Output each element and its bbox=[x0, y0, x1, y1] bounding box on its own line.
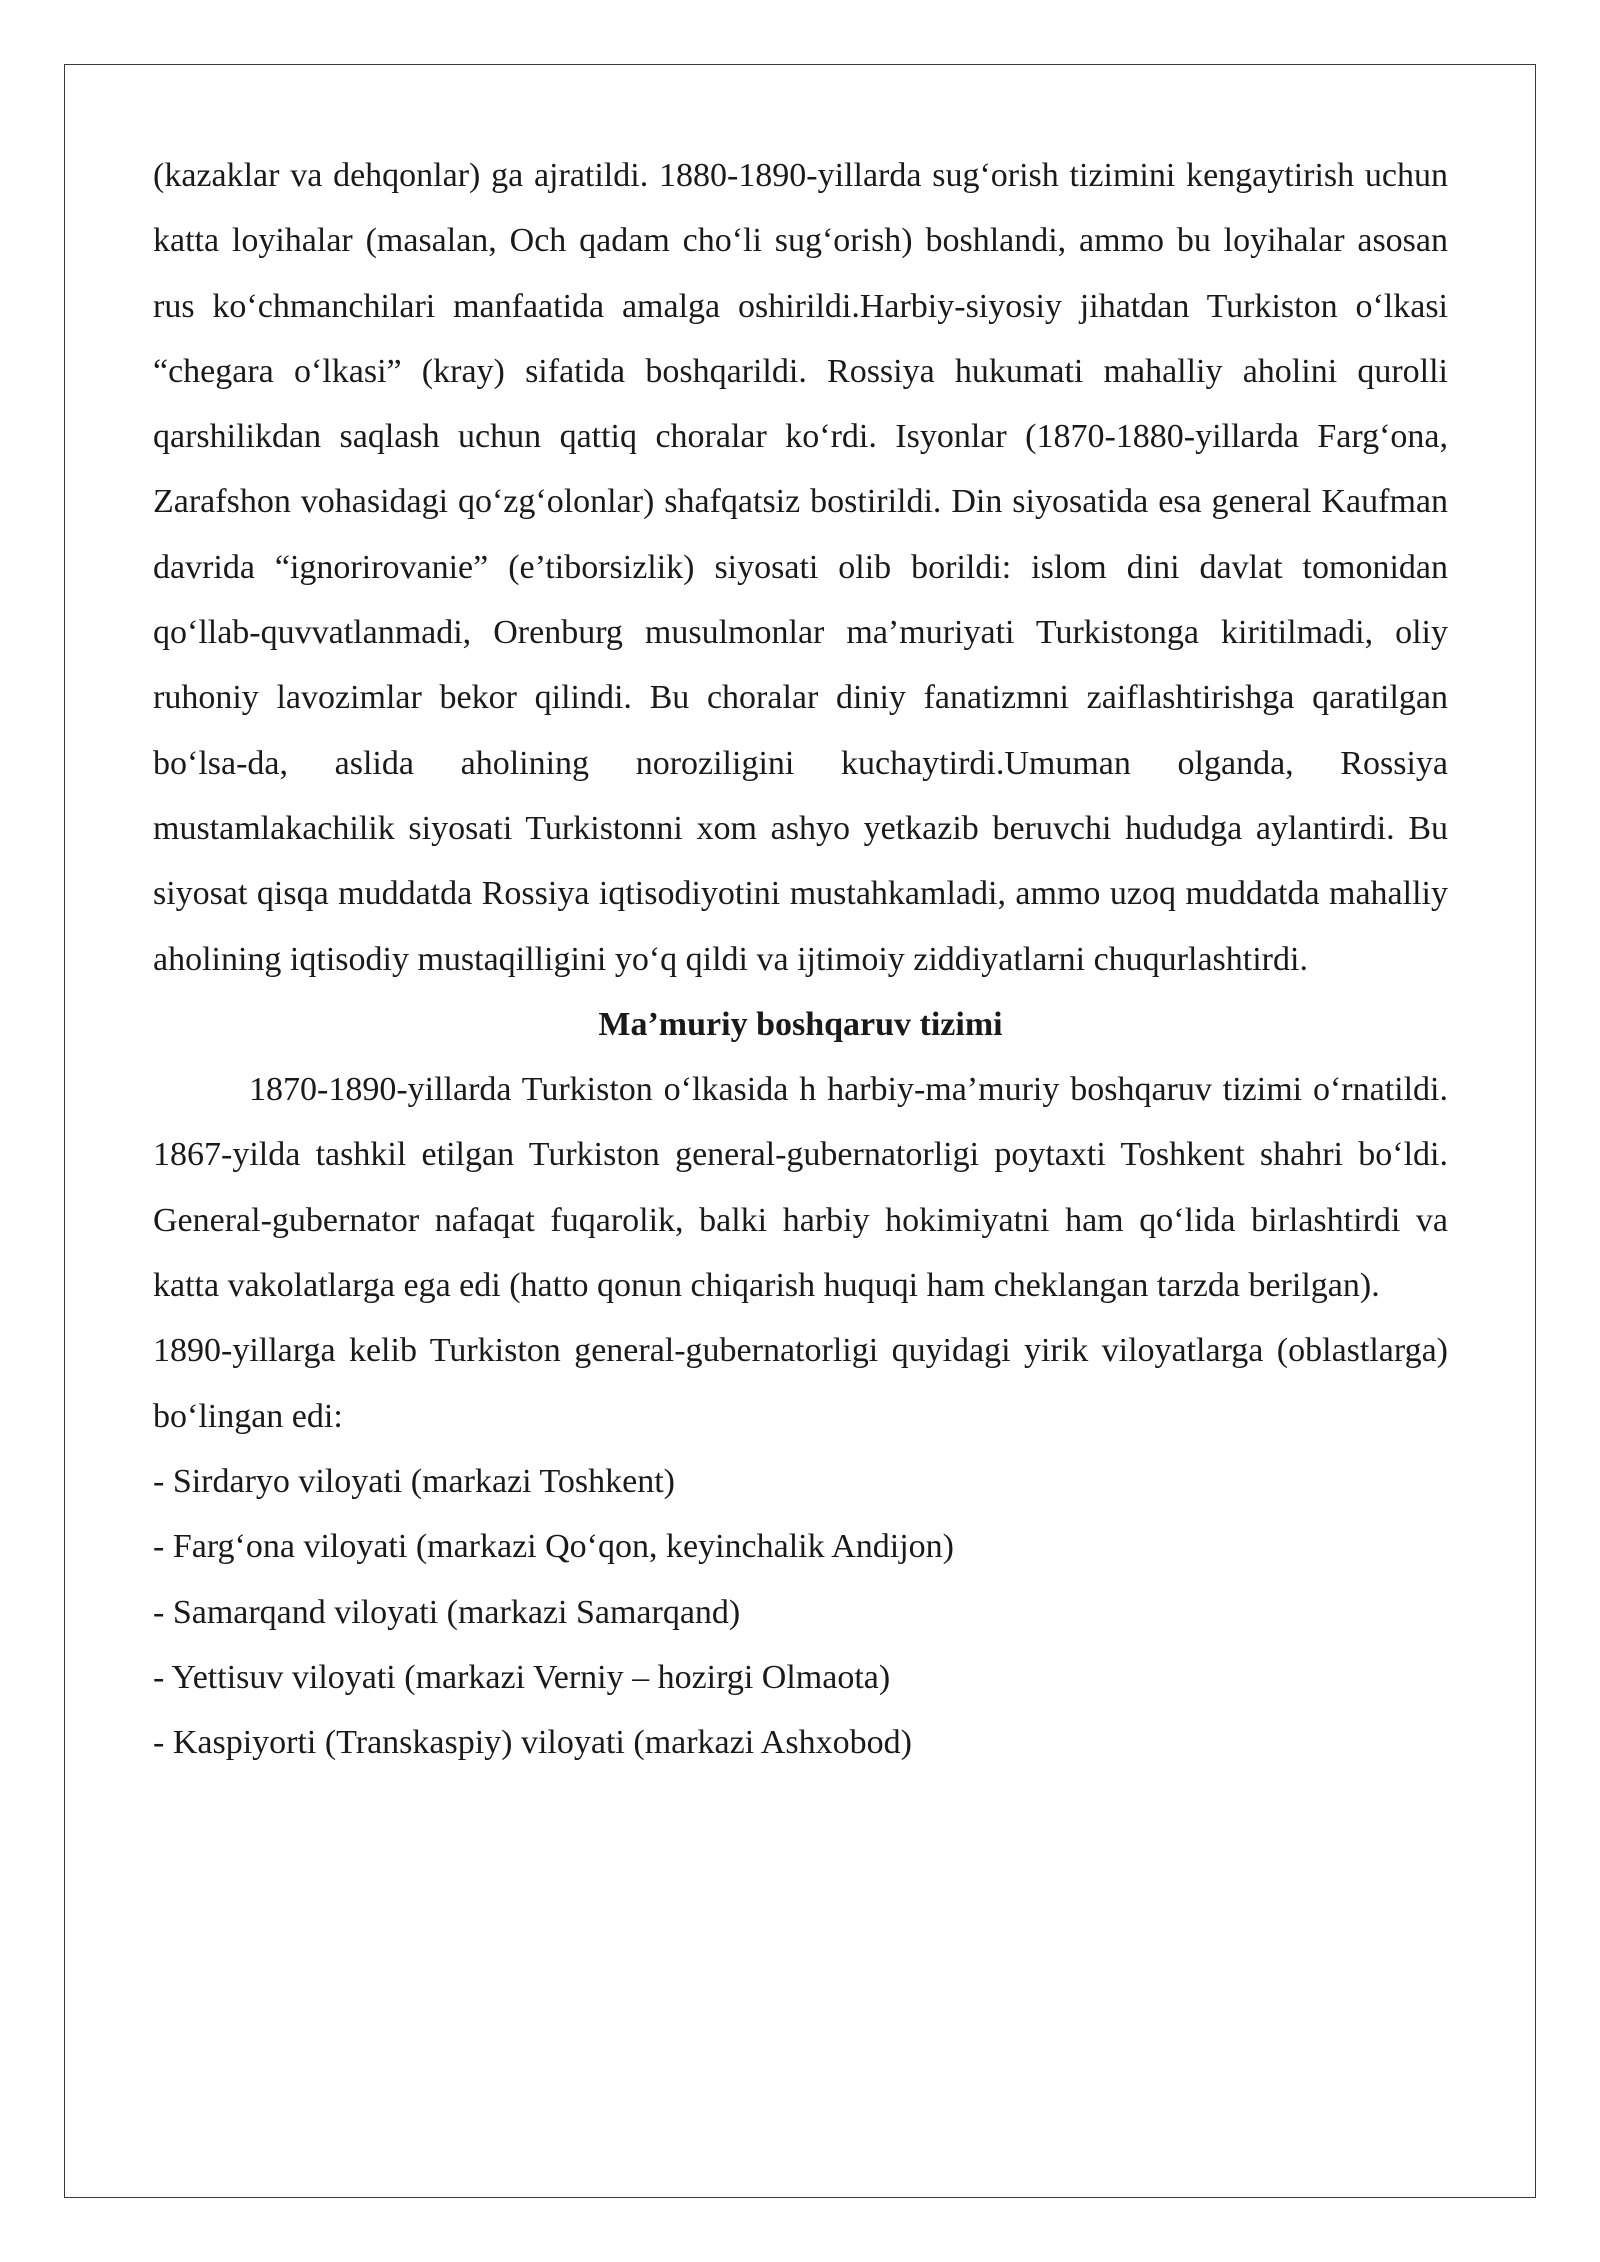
list-item: - Samarqand viloyati (markazi Samarqand) bbox=[153, 1593, 741, 1631]
section-heading: Ma’muriy boshqaruv tizimi bbox=[598, 1005, 1003, 1043]
body-paragraph-1: (kazaklar va dehqonlar) ga ajratildi. 1880-1890-yillarda sug‘orish tizimini kengaytirish uchun katta loyihalar (masalan, Och qadam cho‘li sug‘orish) boshlandi, ammo bu loyihalar asosan rus ko‘chmanchilari manfaatida amalga oshirildi.Harbiy-siyosiy jihatdan Turkiston o‘lkasi “chegara o‘lkasi” (kray) sifatida boshqarildi. Rossiya hukumati mahalliy aholini qurolli qarshilikdan saqlash uchun qattiq choralar ko‘rdi. Isyonlar (1870-1880-yillarda Farg‘ona, Zarafshon vohasidagi qo‘zg‘olonlar) shafqatsiz bostirildi. Din siyosatida esa general Kaufman davrida “ignorirovanie” (e’tiborsizlik) siyosati olib borildi: islom dini davlat tomonidan qo‘llab-quvvatlanmadi, Orenburg musulmonlar ma’muriyati Turkistonga kiritilmadi, oliy ruhoniy lavozimlar bekor qilindi. Bu choralar diniy fanatizmni zaiflashtirishga qaratilgan bo‘lsa-da, aslida aholining noroziligini kuchaytirdi.Umuman olganda, Rossiya mustamlakachilik siyosati Turkistonni xom ashyo yetkazib beruvchi hududga aylantirdi. Bu siyosat qisqa muddatda Rossiya iqtisodiyotini mustahkamladi, ammo uzoq muddatda mahalliy aholining iqtisodiy mustaqilligini yo‘q qildi va ijtimoiy ziddiyatlarni chuqurlashtirdi. bbox=[153, 157, 1448, 978]
page-content bbox=[153, 143, 1448, 1775]
list-item: - Farg‘ona viloyati (markazi Qo‘qon, keyinchalik Andijon) bbox=[153, 1528, 955, 1566]
region-list bbox=[153, 1449, 1448, 1775]
body-paragraph-3: 1890-yillarga kelib Turkiston general-gubernatorligi quyidagi yirik viloyatlarga (oblastlarga) bo‘lingan edi: bbox=[153, 1332, 1448, 1435]
list-item: - Sirdaryo viloyati (markazi Toshkent) bbox=[153, 1462, 675, 1500]
list-item: - Yettisuv viloyati (markazi Verniy – hozirgi Olmaota) bbox=[153, 1658, 891, 1696]
body-paragraph-2: 1870-1890-yillarda Turkiston o‘lkasida h harbiy-ma’muriy boshqaruv tizimi o‘rnatildi. 1867-yilda tashkil etilgan Turkiston general-gubernatorligi poytaxti Toshkent shahri bo‘ldi. General-gubernator nafaqat fuqarolik, balki harbiy hokimiyatni ham qo‘lida birlashtirdi va katta vakolatlarga ega edi (hatto qonun chiqarish huquqi ham cheklangan tarzda berilgan). bbox=[153, 1071, 1448, 1305]
list-item: - Kaspiyorti (Transkaspiy) viloyati (markazi Ashxobod) bbox=[153, 1724, 912, 1762]
